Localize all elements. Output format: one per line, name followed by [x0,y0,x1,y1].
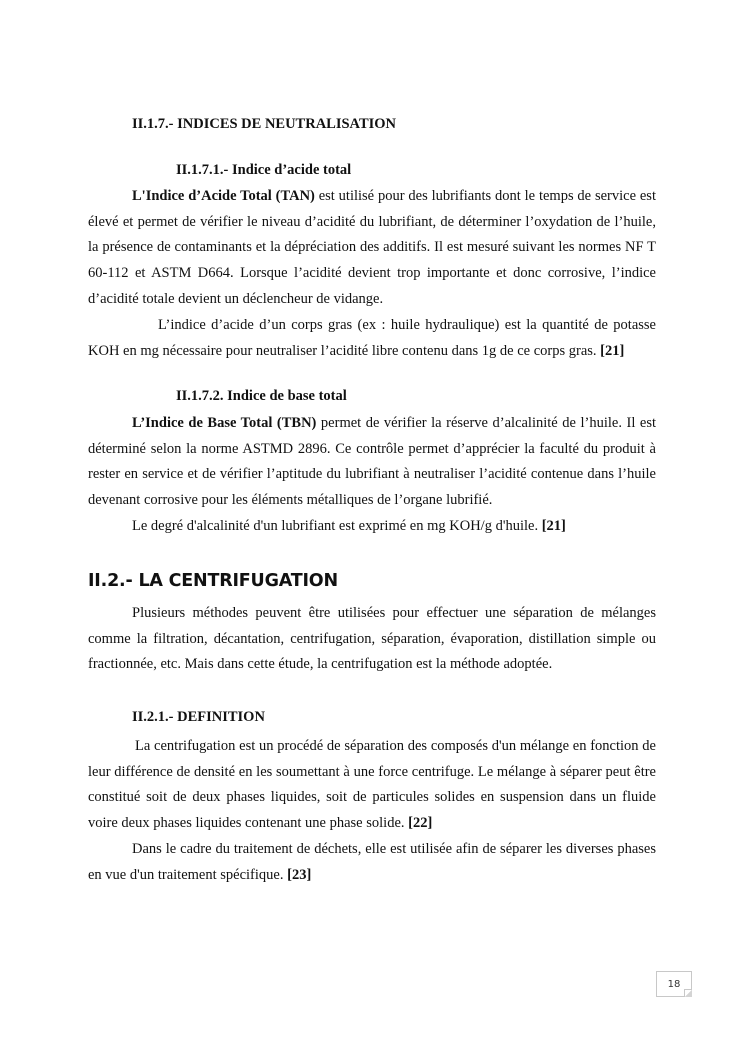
paragraph-text: Dans le cadre du traitement de déchets, elle est utilisée afin de séparer les diverses phases en vue d'un traitement spécifique. [88,841,656,883]
bold-term-tbn: L’Indice de Base Total (TBN) [132,415,317,431]
paragraph-text: Le degré d'alcalinité d'un lubrifiant est exprimé en mg KOH/g d'huile. [132,518,542,534]
paragraph-tbn-definition [88,411,656,514]
page-number: 18 [667,978,681,990]
reference-21: [21] [541,518,566,534]
paragraph-text: L’indice d’acide d’un corps gras (ex : huile hydraulique) est la quantité de potasse KOH en mg nécessaire pour neutraliser l’acidité libre contenu dans 1g de ce corps gras. [88,317,656,359]
subsection-heading-2-1-7-2: II.1.7.2. Indice de base total [176,388,347,404]
bold-term-tan: L'Indice d’Acide Total (TAN) [132,188,315,204]
reference-22: [22] [408,815,433,832]
section-heading-2-2-1: II.2.1.- DEFINITION [132,709,265,725]
paragraph-acid-index [88,313,656,364]
reference-23: [23] [287,866,312,883]
page-corner-fold [684,989,692,997]
paragraph-text: est utilisé pour des lubrifiants dont le temps de service est élevé et permet de vérifier le niveau d’acidité du lubrifiant, de déterminer l’oxydation de l’huile, la présence de contaminants et la dépréciation des additifs. Il est mesuré suivant les normes NF T 60-112 et ASTM D664. Lorsque l’acidité devient trop importante et donc corrosive, l’indice d’acidité totale devient un déclencheur de vidange. [88,188,656,307]
reference-21: [21] [600,342,625,359]
page-number-box [656,971,692,997]
section-heading-2-2: II.2.- LA CENTRIFUGATION [88,571,338,591]
paragraph-centrifugation-definition [88,734,656,837]
paragraph-tan-definition [88,184,656,313]
section-heading-2-1-7: II.1.7.- INDICES DE NEUTRALISATION [132,116,397,132]
paragraph-alkalinity [88,514,656,540]
paragraph-text: La centrifugation est un procédé de séparation des composés d'un mélange en fonction de leur différence de densité en les soumettant à une force centrifuge. Le mélange à séparer peut être constitué soit de deux phases liquides, soit de particules solides en suspension dans un fluide voire deux phases liquides contenant une phase solide. [88,738,656,832]
subsection-heading-2-1-7-1: II.1.7.1.- Indice d’acide total [176,162,352,178]
paragraph-centrifugation-intro [88,601,656,678]
paragraph-text: permet de vérifier la réserve d’alcalinité de l’huile. Il est déterminé selon la norme ASTMD 2896. Ce contrôle permet d’apprécier la faculté du produit à rester en service et de vérifier l’aptitude du lubrifiant à neutraliser l’acidité contenue dans l’huile devenant corrosive pour les éléments métalliques de l’organe lubrifié. [88,415,656,509]
paragraph-text: Plusieurs méthodes peuvent être utilisées pour effectuer une séparation de mélanges comme la filtration, décantation, centrifugation, séparation, évaporation, distillation simple ou fractionnée, etc. Mais dans cette étude, la centrifugation est la méthode adoptée. [88,605,656,673]
paragraph-waste-treatment [88,837,656,888]
